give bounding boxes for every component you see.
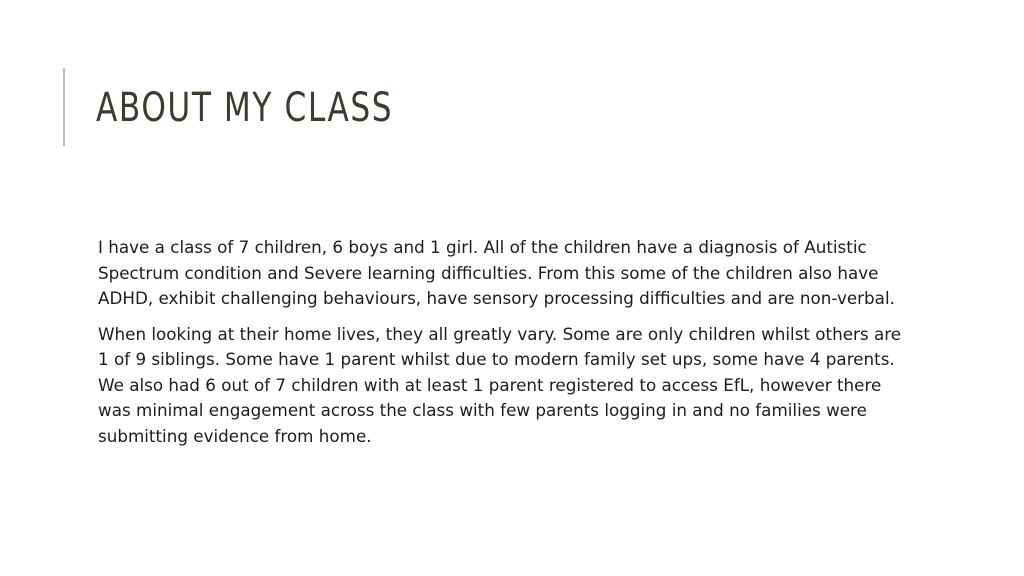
slide-title: ABOUT MY CLASS: [96, 85, 394, 131]
slide-body: [98, 236, 918, 460]
body-paragraph-1: I have a class of 7 children, 6 boys and 1 girl. All of the children have a diagnosis of Autistic Spectrum condition and Severe learning difficulties. From this some of the children also have ADHD, exhibit challenging behaviours, have sensory processing difficulties and are non-verbal.: [98, 238, 895, 309]
title-accent-bar: [63, 68, 65, 146]
body-paragraph-2: When looking at their home lives, they all greatly vary. Some are only children whilst others are 1 of 9 siblings. Some have 1 parent whilst due to modern family set ups, some have 4 parents. We also had 6 out of 7 children with at least 1 parent registered to access EfL, however there was minimal engagement across the class with few parents logging in and no families were submitting evidence from home.: [98, 324, 902, 447]
